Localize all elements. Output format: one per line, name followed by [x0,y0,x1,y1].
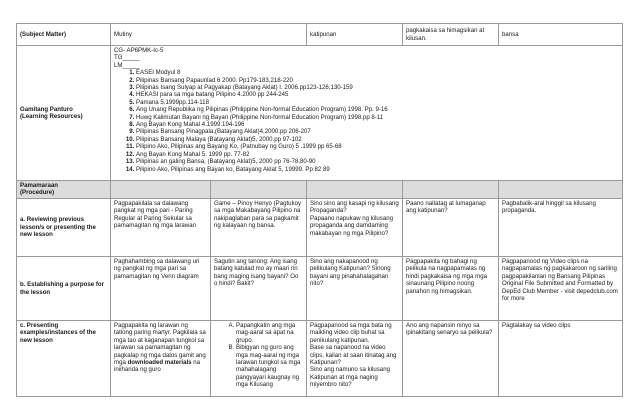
learners-material-ref: LM_____ [114,61,140,69]
learning-resources-cell [111,46,623,181]
procedure-cell-1 [111,181,211,199]
resource-item: 14. Pilipino Ako, Pilipinas ang Bayan ko, Batayang Aklat 5, 19999. Pp 82 89 [136,166,619,173]
lesson-plan-table [16,23,623,397]
examples-label: c. Presenting examples/instances of the new lesson [17,321,111,397]
review-lesson-day5: Pagbabalik-aral hinggil sa kilusang propaganda. [499,199,623,257]
procedure-label-line2: (Procedure) [20,189,55,197]
review-lesson-day4: Paano naitatag at lumaganap ang katipunan? [403,199,499,257]
subject-matter-cell-4: bansa [499,24,623,46]
examples-day2-list [214,322,303,389]
procedure-cell-5 [499,181,623,199]
purpose-day5: Pagpapanood ng Video clips na nagpapamalas ng pagkakaroon ng sariling pagpapakilanlan ng Bansang Pilipinas Original File Submitted and Formatted by DepEd Club Member - visit depedclub.com for more [499,257,623,321]
examples-day1-text: Pagpapakita ng larawan ng tatlong paring martyr. Pagkilala sa mga tao at kaganapan tungkol sa larawan sa pamamagitan ng pagkalap ng mga datos gamit ang mga [114,322,206,367]
resource-item: 7. Huwg Kalimutan Bayani ng Bayan (Philippine Non-formal Education Program) 1998.pp 8-11 [136,114,619,121]
procedure-cell-3 [307,181,403,199]
resource-item: 1. EASEI Modyul 8 [136,69,619,76]
examples-day2-item: B. Bibigyan ng guro ang mga mag-aaral ng mga larawan tungkol sa mga mahahalagang pangyayari kaugnay ng mga Kilusang [236,344,303,388]
learning-resources-label-line2: (Learning Resources) [20,113,83,120]
purpose-label: b. Establishing a purpose for the lesson [17,257,111,321]
purpose-day1: Paghahambing sa dalawang uri ng pangkat ng mga pari sa pamamagitan ng Venn diagram [111,257,211,321]
examples-day1-bold-text: downloaded materials [127,359,192,367]
purpose-day4: Pagpapakita ng bahagi ng pelikula na nagpapamalas ng hindi pagkakaisa ng mga mga sinaunang Pilipino noong panahon ng himagsikan. [403,257,499,321]
learning-resources-label [17,46,111,181]
teachers-guide-ref: TG_____ [114,54,140,62]
learning-resources-row [17,46,623,181]
examples-day4: Ano ang napansin ninyo sa ipinakitang senaryo sa pelikula? [403,321,499,397]
resource-item: 3. Pilipinas Isang Sulyap at Pagyakap (Batayang Aklat) I. 2006.pp123-126,130-159 [136,84,619,91]
resource-item: 8. Ang Bayan Kong Mahal 4.1999.194-196 [136,121,619,128]
purpose-day2: Sagutin ang tanong: Ang isang batang katulad mo ay maari rin bang maging isang bayani? Oo o hindi? Bakit? [211,257,307,321]
subject-matter-row [17,24,623,46]
review-lesson-day3: Sino sino ang kasapi ng kilusang Propaganda? Papaano napukaw ng kilusang propaganda ang damdaming makabayan ng mga Pilipino? [307,199,403,257]
review-lesson-day2: Game – Pinoy Henyo (Pagtukoy sa mga Makabayang Pilipino na nakipaglaban para sa pagkamit ng kalayaan ng bansa. [211,199,307,257]
procedure-label-line1: Pamamaraan [20,182,58,189]
resource-item: 2. Pilipinas Bansang Papaunlad 6 2000. Pp179-183,218-220 [136,77,619,84]
resource-item: 13. Pilipinas an galing Bansa, (Batayang Aklat)5, 2000 pp 76-78,80-90 [136,158,619,165]
examples-day2-item: A. Papangkatin ang mga mag-aaral sa apat na grupo. [236,322,303,344]
resource-item: 5. Pamana 5.1999pp.114-118 [136,99,619,106]
examples-day5: Pagtalakay sa video clips [499,321,623,397]
procedure-cell-4 [403,181,499,199]
curriculum-guide-code: CG- AP6PMK-Ic-5 [114,47,164,54]
examples-day2 [211,321,307,397]
resource-item: 12. Ang Bayan Kong Mahal 5. 1999 pp. 77-82 [136,151,619,158]
examples-day3: Pagpapanood sa mga bata ng maikling video clip buhat sa penikulang katipunan. Base sa napanood na video clips, kailan at saan itinatag ang Katipunan? Sino ang namuno sa kilusang Katipunan at mga naging miyembro nito? [307,321,403,397]
resource-item: 11. Pilipino Ako, Pilipinas ang Bayang Ko, (Patnubay ng Guro) 5 .1999 pp 65-68 [136,143,619,150]
purpose-day3: Sino ang nakapanood ng pelikulang Katipunan? Sinong bayani ang pinahahalagahan nito? [307,257,403,321]
examples-day1 [111,321,211,397]
subject-matter-cell-3: pagkakaisa sa himagsikan at kilusan. [403,24,499,46]
resource-item: 6. Ang Unang Republika ng Pilipinas (Philippine Non-formal Education Program) 1998. Pp. 9-16 [136,106,619,113]
subject-matter-label: (Subject Matter) [17,24,111,46]
review-lesson-day1: Pagpapakilala sa dalawang pangkat ng mga pari - Paring Regular at Paring Sekular sa pamamagitan ng mga larawan [111,199,211,257]
resource-item: 10. Pilipinas Bansang Malaya (Batayang Aklat)5, 2000.pp 97-102 [136,136,619,143]
procedure-row [17,181,623,199]
subject-matter-cell-2: katipunan [307,24,403,46]
resource-list [114,69,619,173]
review-lesson-row [17,199,623,257]
resource-item: 9. Pilipinas Bansang Pinagpala,(Batayang Aklat)4,2000.pp 206-207 [136,128,619,135]
procedure-label [17,181,111,199]
procedure-cell-2 [211,181,307,199]
subject-matter-cell-1: Mutiny [111,24,307,46]
purpose-row [17,257,623,321]
examples-day1-text-end: na iniihanda ng guro [114,359,201,374]
examples-row [17,321,623,397]
review-lesson-label: a. Reviewing previous lesson/s or presenting the new lesson [17,199,111,257]
resource-item: 4. HEKASI para sa mga batang Pilipino 4.2000 pp 244-245 [136,91,619,98]
learning-resources-label-line1: Gamitang Panturo [20,105,73,113]
